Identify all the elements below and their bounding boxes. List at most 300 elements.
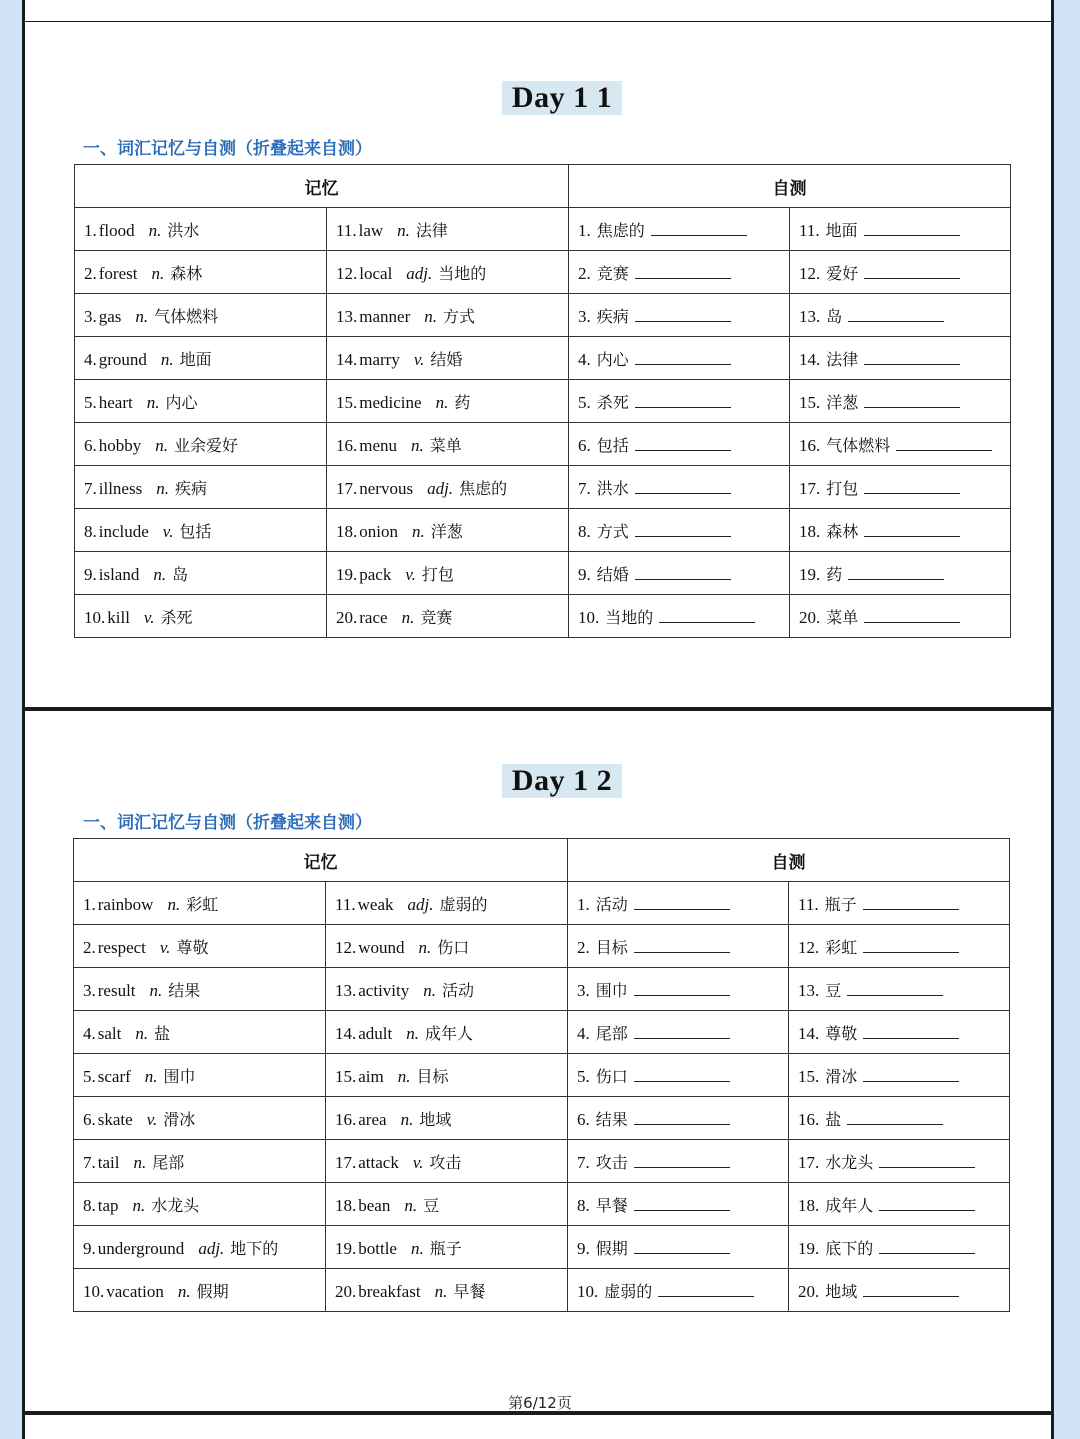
answer-blank[interactable]: [879, 1239, 975, 1254]
chinese-meaning: 假期: [196, 1281, 229, 1301]
english-word: adult: [358, 1023, 393, 1043]
item-number: 14.: [799, 349, 821, 369]
memorize-cell: [327, 251, 569, 294]
memorize-cell: [327, 337, 569, 380]
english-word: ground: [98, 349, 147, 369]
memorize-cell: [326, 1183, 568, 1226]
part-of-speech: n.: [132, 1195, 146, 1215]
english-word: local: [359, 263, 393, 283]
english-word: island: [98, 564, 140, 584]
chinese-meaning: 焦虑的: [459, 478, 508, 498]
self-test-cell: [789, 1097, 1010, 1140]
chinese-prompt: 结婚: [596, 564, 629, 584]
answer-blank[interactable]: [635, 307, 731, 322]
english-word: medicine: [359, 392, 422, 412]
part-of-speech: n.: [156, 478, 169, 498]
table-row: [75, 595, 1011, 638]
day-title: Day 1 1: [502, 81, 622, 115]
self-test-cell: [568, 968, 789, 1011]
answer-blank[interactable]: [635, 264, 731, 279]
memorize-cell: [74, 1140, 326, 1183]
answer-blank[interactable]: [863, 1282, 959, 1297]
item-number: 6.: [83, 1109, 96, 1129]
part-of-speech: n.: [401, 607, 415, 627]
table-row: [75, 380, 1011, 423]
memorize-cell: [74, 1226, 326, 1269]
english-word: wound: [358, 937, 405, 957]
table-row: [74, 1140, 1010, 1183]
item-number: 6.: [84, 435, 97, 455]
memorize-cell: [327, 466, 569, 509]
answer-blank[interactable]: [635, 393, 731, 408]
chinese-prompt: 气体燃料: [826, 435, 891, 455]
chinese-meaning: 竞赛: [420, 607, 453, 627]
chinese-meaning: 地面: [179, 349, 212, 369]
answer-blank[interactable]: [863, 1067, 959, 1082]
item-number: 2.: [83, 937, 96, 957]
self-test-cell: [790, 509, 1011, 552]
answer-blank[interactable]: [634, 895, 730, 910]
answer-blank[interactable]: [635, 436, 731, 451]
english-word: illness: [98, 478, 143, 498]
header-memorize: 记忆: [74, 839, 568, 882]
item-number: 15.: [798, 1066, 820, 1086]
memorize-cell: [326, 1011, 568, 1054]
chinese-meaning: 目标: [416, 1066, 449, 1086]
item-number: 3.: [577, 980, 590, 1000]
part-of-speech: n.: [423, 980, 436, 1000]
chinese-prompt: 虚弱的: [604, 1281, 653, 1301]
chinese-prompt: 疾病: [596, 306, 629, 326]
part-of-speech: n.: [177, 1281, 191, 1301]
english-word: forest: [98, 263, 138, 283]
chinese-prompt: 活动: [595, 894, 628, 914]
item-number: 9.: [83, 1238, 96, 1258]
item-number: 4.: [577, 1023, 590, 1043]
english-word: aim: [358, 1066, 384, 1086]
table-row: [75, 337, 1011, 380]
part-of-speech: n.: [434, 1281, 448, 1301]
item-number: 7.: [84, 478, 97, 498]
item-number: 5.: [84, 392, 97, 412]
answer-blank[interactable]: [634, 1024, 730, 1039]
self-test-cell: [569, 552, 790, 595]
table-row: [75, 208, 1011, 251]
day-title: Day 1 2: [502, 764, 622, 798]
english-word: underground: [97, 1238, 185, 1258]
answer-blank[interactable]: [863, 895, 959, 910]
memorize-cell: [75, 337, 327, 380]
part-of-speech: n.: [135, 1023, 149, 1043]
part-of-speech: adj.: [427, 478, 454, 498]
part-of-speech: n.: [424, 306, 437, 326]
item-number: 10.: [578, 607, 600, 627]
answer-blank[interactable]: [847, 981, 943, 996]
memorize-cell: [74, 1011, 326, 1054]
chinese-prompt: 盐: [825, 1109, 842, 1129]
item-number: 8.: [84, 521, 97, 541]
section-title: 一、词汇记忆与自测（折叠起来自测）: [83, 813, 372, 833]
self-test-cell: [790, 552, 1011, 595]
chinese-meaning: 打包: [421, 564, 454, 584]
english-word: pack: [359, 564, 392, 584]
answer-blank[interactable]: [848, 565, 944, 580]
part-of-speech: v.: [405, 564, 416, 584]
chinese-meaning: 气体燃料: [154, 306, 219, 326]
chinese-prompt: 地面: [825, 220, 858, 240]
item-number: 3.: [84, 306, 97, 326]
item-number: 8.: [577, 1195, 590, 1215]
chinese-meaning: 内心: [165, 392, 198, 412]
memorize-cell: [326, 1140, 568, 1183]
answer-blank[interactable]: [864, 350, 960, 365]
chinese-prompt: 尾部: [595, 1023, 628, 1043]
self-test-cell: [790, 595, 1011, 638]
answer-blank[interactable]: [634, 1153, 730, 1168]
self-test-cell: [789, 1011, 1010, 1054]
item-number: 8.: [578, 521, 591, 541]
part-of-speech: n.: [397, 220, 410, 240]
item-number: 5.: [83, 1066, 96, 1086]
item-number: 12.: [335, 937, 357, 957]
answer-blank[interactable]: [634, 1110, 730, 1125]
chinese-meaning: 岛: [172, 564, 189, 584]
item-number: 7.: [577, 1152, 590, 1172]
header-self-test: 自测: [568, 839, 1010, 882]
english-word: attack: [358, 1152, 399, 1172]
item-number: 19.: [799, 564, 821, 584]
chinese-prompt: 法律: [826, 349, 859, 369]
self-test-cell: [789, 1054, 1010, 1097]
english-word: tail: [97, 1152, 120, 1172]
english-word: weak: [357, 894, 394, 914]
item-number: 1.: [578, 220, 591, 240]
self-test-cell: [569, 466, 790, 509]
table-row: [74, 1097, 1010, 1140]
english-word: bottle: [358, 1238, 397, 1258]
next-page-edge: [22, 1412, 1054, 1439]
part-of-speech: adj.: [407, 894, 434, 914]
worksheet-day-11: [22, 22, 1054, 710]
item-number: 19.: [798, 1238, 820, 1258]
chinese-meaning: 包括: [179, 521, 212, 541]
item-number: 11.: [336, 220, 357, 240]
chinese-meaning: 药: [454, 392, 471, 412]
chinese-meaning: 当地的: [438, 263, 487, 283]
memorize-cell: [326, 1269, 568, 1312]
chinese-meaning: 疾病: [174, 478, 207, 498]
item-number: 15.: [335, 1066, 357, 1086]
memorize-cell: [75, 380, 327, 423]
self-test-cell: [568, 1226, 789, 1269]
chinese-meaning: 尾部: [152, 1152, 185, 1172]
item-number: 7.: [83, 1152, 96, 1172]
chinese-meaning: 杀死: [160, 607, 193, 627]
chinese-prompt: 伤口: [595, 1066, 628, 1086]
answer-blank[interactable]: [879, 1153, 975, 1168]
answer-blank[interactable]: [635, 522, 731, 537]
self-test-cell: [790, 208, 1011, 251]
chinese-prompt: 方式: [596, 521, 629, 541]
english-word: scarf: [97, 1066, 131, 1086]
memorize-cell: [75, 466, 327, 509]
chinese-prompt: 地域: [825, 1281, 858, 1301]
chinese-meaning: 早餐: [453, 1281, 486, 1301]
item-number: 9.: [84, 564, 97, 584]
chinese-prompt: 岛: [826, 306, 843, 326]
item-number: 4.: [578, 349, 591, 369]
item-number: 18.: [336, 521, 358, 541]
chinese-prompt: 豆: [825, 980, 842, 1000]
self-test-cell: [568, 882, 789, 925]
item-number: 11.: [335, 894, 356, 914]
answer-blank[interactable]: [634, 938, 730, 953]
chinese-meaning: 虚弱的: [439, 894, 488, 914]
english-word: law: [358, 220, 384, 240]
english-word: onion: [359, 521, 398, 541]
part-of-speech: n.: [167, 894, 181, 914]
item-number: 11.: [799, 220, 820, 240]
answer-blank[interactable]: [658, 1282, 754, 1297]
chinese-meaning: 方式: [442, 306, 475, 326]
chinese-prompt: 攻击: [595, 1152, 628, 1172]
chinese-prompt: 早餐: [595, 1195, 628, 1215]
part-of-speech: v.: [159, 937, 171, 957]
self-test-cell: [569, 595, 790, 638]
chinese-prompt: 目标: [595, 937, 628, 957]
english-word: rainbow: [97, 894, 154, 914]
chinese-prompt: 尊敬: [825, 1023, 858, 1043]
chinese-prompt: 竞赛: [596, 263, 629, 283]
chinese-prompt: 打包: [826, 478, 859, 498]
memorize-cell: [326, 1226, 568, 1269]
memorize-cell: [75, 509, 327, 552]
item-number: 4.: [84, 349, 97, 369]
english-word: heart: [98, 392, 133, 412]
header-self-test: 自测: [569, 165, 1011, 208]
self-test-cell: [568, 1140, 789, 1183]
part-of-speech: n.: [418, 937, 432, 957]
english-word: salt: [97, 1023, 122, 1043]
item-number: 14.: [336, 349, 358, 369]
answer-blank[interactable]: [864, 393, 960, 408]
answer-blank[interactable]: [863, 938, 959, 953]
memorize-cell: [326, 882, 568, 925]
item-number: 17.: [335, 1152, 357, 1172]
table-row: [75, 552, 1011, 595]
answer-blank[interactable]: [896, 436, 992, 451]
answer-blank[interactable]: [864, 221, 960, 236]
item-number: 5.: [577, 1066, 590, 1086]
self-test-cell: [789, 1269, 1010, 1312]
answer-blank[interactable]: [651, 221, 747, 236]
chinese-prompt: 药: [826, 564, 843, 584]
table-row: [75, 423, 1011, 466]
chinese-prompt: 洪水: [596, 478, 629, 498]
answer-blank[interactable]: [879, 1196, 975, 1211]
answer-blank[interactable]: [659, 608, 755, 623]
worksheet-day-12: [22, 708, 1054, 1414]
answer-blank[interactable]: [864, 264, 960, 279]
item-number: 13.: [335, 980, 357, 1000]
item-number: 20.: [798, 1281, 820, 1301]
chinese-meaning: 活动: [441, 980, 474, 1000]
item-number: 13.: [336, 306, 358, 326]
english-word: nervous: [359, 478, 414, 498]
self-test-cell: [789, 1183, 1010, 1226]
part-of-speech: adj.: [406, 263, 433, 283]
chinese-prompt: 洋葱: [826, 392, 859, 412]
table-row: [74, 1269, 1010, 1312]
english-word: marry: [359, 349, 400, 369]
item-number: 9.: [577, 1238, 590, 1258]
item-number: 2.: [84, 263, 97, 283]
answer-blank[interactable]: [847, 1110, 943, 1125]
part-of-speech: n.: [160, 349, 174, 369]
item-number: 20.: [335, 1281, 357, 1301]
item-number: 2.: [578, 263, 591, 283]
self-test-cell: [569, 294, 790, 337]
chinese-prompt: 菜单: [826, 607, 859, 627]
item-number: 12.: [799, 263, 821, 283]
chinese-meaning: 瓶子: [429, 1238, 462, 1258]
english-word: menu: [359, 435, 398, 455]
memorize-cell: [327, 380, 569, 423]
part-of-speech: n.: [397, 1066, 411, 1086]
part-of-speech: n.: [404, 1195, 418, 1215]
english-word: bean: [358, 1195, 391, 1215]
part-of-speech: n.: [400, 1109, 414, 1129]
self-test-cell: [789, 1226, 1010, 1269]
vocab-table: [74, 164, 1011, 638]
table-row: [74, 968, 1010, 1011]
part-of-speech: n.: [411, 435, 424, 455]
item-number: 12.: [798, 937, 820, 957]
chinese-meaning: 攻击: [429, 1152, 462, 1172]
part-of-speech: v.: [413, 349, 425, 369]
answer-blank[interactable]: [863, 1024, 959, 1039]
part-of-speech: n.: [410, 1238, 424, 1258]
item-number: 5.: [578, 392, 591, 412]
self-test-cell: [790, 337, 1011, 380]
part-of-speech: v.: [143, 607, 155, 627]
self-test-cell: [569, 380, 790, 423]
self-test-cell: [790, 294, 1011, 337]
table-row: [75, 509, 1011, 552]
item-number: 9.: [578, 564, 591, 584]
chinese-meaning: 尊敬: [176, 937, 209, 957]
item-number: 17.: [799, 478, 821, 498]
chinese-meaning: 地域: [419, 1109, 452, 1129]
answer-blank[interactable]: [635, 479, 731, 494]
item-number: 10.: [83, 1281, 105, 1301]
answer-blank[interactable]: [864, 479, 960, 494]
self-test-cell: [790, 251, 1011, 294]
vocab-table: [73, 838, 1010, 1312]
part-of-speech: n.: [153, 564, 167, 584]
answer-blank[interactable]: [634, 1067, 730, 1082]
chinese-prompt: 焦虑的: [596, 220, 645, 240]
self-test-cell: [568, 1269, 789, 1312]
chinese-meaning: 水龙头: [151, 1195, 200, 1215]
page-number: 第6/12页: [508, 1394, 572, 1412]
item-number: 15.: [336, 392, 358, 412]
answer-blank[interactable]: [848, 307, 944, 322]
item-number: 8.: [83, 1195, 96, 1215]
chinese-meaning: 地下的: [230, 1238, 279, 1258]
chinese-meaning: 结果: [168, 980, 201, 1000]
memorize-cell: [74, 1183, 326, 1226]
self-test-cell: [790, 380, 1011, 423]
table-row: [74, 1054, 1010, 1097]
self-test-cell: [569, 251, 790, 294]
item-number: 13.: [798, 980, 820, 1000]
self-test-cell: [569, 509, 790, 552]
self-test-cell: [789, 968, 1010, 1011]
item-number: 17.: [336, 478, 358, 498]
chinese-prompt: 滑冰: [825, 1066, 858, 1086]
english-word: tap: [97, 1195, 119, 1215]
chinese-meaning: 菜单: [429, 435, 462, 455]
self-test-cell: [568, 1183, 789, 1226]
english-word: breakfast: [358, 1281, 421, 1301]
item-number: 10.: [577, 1281, 599, 1301]
part-of-speech: n.: [151, 263, 165, 283]
self-test-cell: [568, 1097, 789, 1140]
memorize-cell: [75, 208, 327, 251]
answer-blank[interactable]: [634, 981, 730, 996]
answer-blank[interactable]: [634, 1196, 730, 1211]
answer-blank[interactable]: [864, 522, 960, 537]
item-number: 18.: [799, 521, 821, 541]
answer-blank[interactable]: [635, 350, 731, 365]
item-number: 19.: [335, 1238, 357, 1258]
chinese-meaning: 盐: [154, 1023, 171, 1043]
english-word: include: [98, 521, 149, 541]
chinese-meaning: 森林: [170, 263, 203, 283]
item-number: 20.: [336, 607, 358, 627]
memorize-cell: [327, 208, 569, 251]
self-test-cell: [789, 925, 1010, 968]
table-row: [74, 1011, 1010, 1054]
table-row: [75, 466, 1011, 509]
answer-blank[interactable]: [635, 565, 731, 580]
table-row: [75, 294, 1011, 337]
english-word: hobby: [98, 435, 142, 455]
previous-page-edge: [22, 0, 1054, 24]
chinese-meaning: 彩虹: [186, 894, 219, 914]
header-memorize: 记忆: [75, 165, 569, 208]
part-of-speech: v.: [412, 1152, 424, 1172]
self-test-cell: [569, 208, 790, 251]
answer-blank[interactable]: [634, 1239, 730, 1254]
chinese-meaning: 业余爱好: [174, 435, 239, 455]
item-number: 19.: [336, 564, 358, 584]
chinese-prompt: 爱好: [826, 263, 859, 283]
answer-blank[interactable]: [864, 608, 960, 623]
memorize-cell: [326, 1054, 568, 1097]
self-test-cell: [789, 1140, 1010, 1183]
item-number: 3.: [578, 306, 591, 326]
english-word: gas: [98, 306, 122, 326]
chinese-meaning: 法律: [415, 220, 448, 240]
item-number: 15.: [799, 392, 821, 412]
table-row: [74, 882, 1010, 925]
part-of-speech: n.: [406, 1023, 419, 1043]
item-number: 16.: [335, 1109, 357, 1129]
chinese-meaning: 伤口: [437, 937, 470, 957]
memorize-cell: [75, 552, 327, 595]
